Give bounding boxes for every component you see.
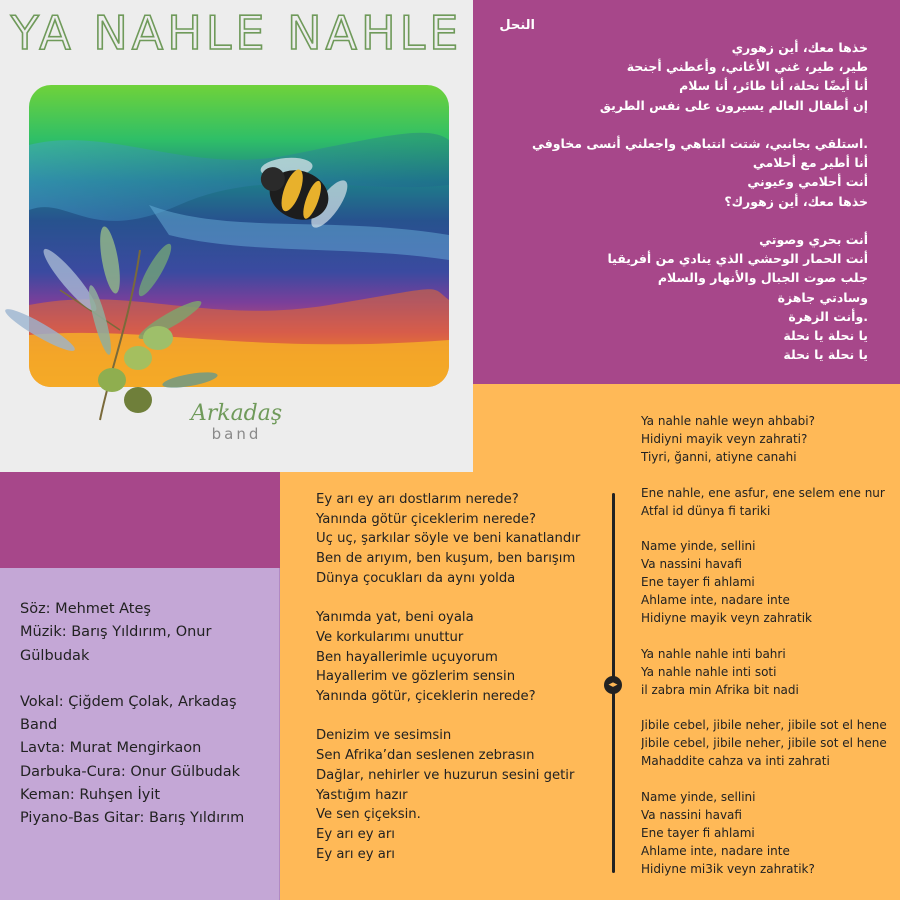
lyric-line: Ey arı ey arı — [316, 846, 395, 862]
lyric-line: Hidiyne mayik veyn zahratik — [641, 610, 812, 625]
lyric-line: Yastığım hazır — [316, 787, 408, 803]
credit-line: Band — [20, 717, 58, 734]
lyric-line: جلب صوت الجبال والأنهار والسلام — [657, 270, 868, 286]
lyric-line: Ya nahle nahle weyn ahbabi? — [641, 414, 816, 428]
lyric-line — [641, 628, 900, 646]
lyric-line: Ene tayer fi ahlami — [641, 575, 755, 590]
credit-line: Darbuka-Cura: Onur Gülbudak — [20, 763, 241, 780]
lyric-line: Ya nahle nahle inti soti — [641, 664, 777, 679]
lyric-line: أنت أحلامي وعيوني — [747, 174, 868, 190]
lyric-line: وسادتي جاهزة — [777, 289, 868, 305]
lyric-line: Name yinde, sellini — [641, 789, 756, 804]
lyric-line: Ene tayer fi ahlami — [641, 825, 755, 840]
lyric-line: Ene nahle, ene asfur, ene selem ene nur — [641, 485, 885, 500]
lyric-line: Ya nahle nahle inti bahri — [641, 646, 786, 661]
lyric-line: Atfal id dünya fi tariki — [641, 503, 771, 518]
lyric-line — [641, 520, 900, 538]
credits-panel — [0, 568, 280, 900]
arabic-lyrics-panel — [473, 0, 900, 384]
lyric-line — [641, 699, 900, 717]
credits-list — [20, 598, 265, 831]
lyric-line: Sen Afrika’dan seslenen zebrasın — [316, 748, 535, 764]
lyric-line: أنت بحري وصوتي — [759, 232, 868, 247]
lyric-line: Hidiyne mi3ik veyn zahratik? — [641, 861, 815, 876]
lyric-line: Va nassini havafi — [641, 807, 742, 822]
song-title: YA NAHLE NAHLE — [10, 6, 463, 60]
credit-line: Söz: Mehmet Ateş — [20, 601, 151, 617]
lyric-line: Ey arı ey arı — [316, 826, 395, 842]
lyric-line: Tiyri, ğanni, atiyne canahi — [641, 449, 797, 464]
lyric-line: طير، طير، غني الأغاني، وأعطني أجنحة — [626, 59, 868, 75]
lyric-line: Ben hayallerimle uçuyorum — [316, 649, 498, 665]
lyric-line: Dağlar, nehirler ve huzurun sesini getir — [316, 767, 575, 783]
lyric-line: il zabra min Afrika bit nadi — [641, 682, 799, 697]
arabic-lyrics — [488, 38, 868, 364]
album-cover-panel — [0, 0, 473, 472]
lyric-line: Va nassini havafi — [641, 557, 742, 572]
lyric-line: خذها معك، أين زهورك؟ — [724, 193, 868, 209]
double-arrow-icon[interactable]: ◂▸ — [604, 676, 622, 694]
lyric-line: Ey arı ey arı dostlarım nerede? — [316, 492, 519, 507]
lyric-line: Yanında götür, çiceklerin nerede? — [316, 689, 536, 705]
lyric-line: Jibile cebel, jibile neher, jibile sot el hene — [641, 736, 887, 751]
lyric-line: Ahlame inte, nadare inte — [641, 593, 790, 608]
credit-line: Keman: Ruhşen İyit — [20, 787, 161, 804]
lyric-line: أنا أيضًا نحلة، أنا طائر، أنا سلام — [679, 78, 868, 94]
credit-line: Müzik: Barış Yıldırım, Onur — [20, 624, 212, 641]
credit-line — [20, 668, 265, 691]
lyric-line: خذها معك، أين زهوري — [731, 40, 868, 55]
credit-line: Vokal: Çiğdem Çolak, Arkadaş — [20, 693, 237, 710]
lyric-line — [488, 115, 868, 134]
magenta-strip — [0, 472, 280, 568]
lyric-line: أنا أطير مع أحلامي — [752, 155, 868, 171]
lyric-line: Yanımda yat, beni oyala — [316, 610, 474, 626]
logo-subtitle: band — [211, 425, 262, 443]
lyric-line: .وأنت الزهرة — [788, 308, 868, 324]
lyric-line: يا نحلة يا نحلة — [783, 347, 868, 363]
transliterated-lyrics — [641, 413, 900, 878]
lyric-line: Hayallerim ve gözlerim sensin — [316, 669, 516, 685]
lyric-line — [488, 211, 868, 230]
lyric-line — [641, 771, 900, 789]
lyric-line: .استلقي بجانبي، شتت انتباهي واجعلني أنسى مخاوفي — [531, 136, 868, 151]
lyric-line: Ahlame inte, nadare inte — [641, 843, 790, 858]
band-logo — [0, 402, 473, 442]
lyric-line: Name yinde, sellini — [641, 539, 756, 554]
lyric-line: Hidiyni mayik veyn zahrati? — [641, 431, 808, 446]
lyric-line: يا نحلة يا نحلة — [783, 328, 868, 344]
lyric-line: Ben de arıyım, ben kuşum, ben barışım — [316, 551, 576, 567]
arabic-title: النحل — [499, 18, 535, 33]
logo-wordmark: Arkadaş — [190, 401, 283, 426]
lyric-line: Jibile cebel, jibile neher, jibile sot el hene — [641, 718, 887, 733]
lyric-line: Mahaddite cahza va inti zahrati — [641, 754, 830, 769]
credit-line: Lavta: Murat Mengirkaon — [20, 740, 202, 757]
lyric-line: Yanında götür çiceklerim nerede? — [316, 511, 536, 527]
credit-line: Gülbudak — [20, 647, 90, 664]
lyric-line: Dünya çocukları da aynı yolda — [316, 570, 516, 586]
lyric-line: Ve korkularımı unuttur — [316, 629, 464, 645]
lyric-line: إن أطفال العالم يسيرون على نفس الطريق — [599, 97, 868, 113]
lyric-line: Ve sen çiçeksin. — [316, 807, 421, 823]
lyric-line: أنت الحمار الوحشي الذي ينادي من أفريقيا — [607, 251, 868, 267]
credit-line: Piyano-Bas Gitar: Barış Yıldırım — [20, 810, 245, 827]
turkish-lyrics — [316, 490, 606, 864]
lyric-line: Denizim ve sesimsin — [316, 728, 452, 744]
lyric-line — [316, 589, 606, 609]
lyric-line — [316, 707, 606, 727]
lyric-line: Uç uç, şarkılar söyle ve beni kanatlandır — [316, 531, 581, 547]
lyric-line — [641, 467, 900, 485]
olive-branch-icon — [0, 210, 220, 430]
